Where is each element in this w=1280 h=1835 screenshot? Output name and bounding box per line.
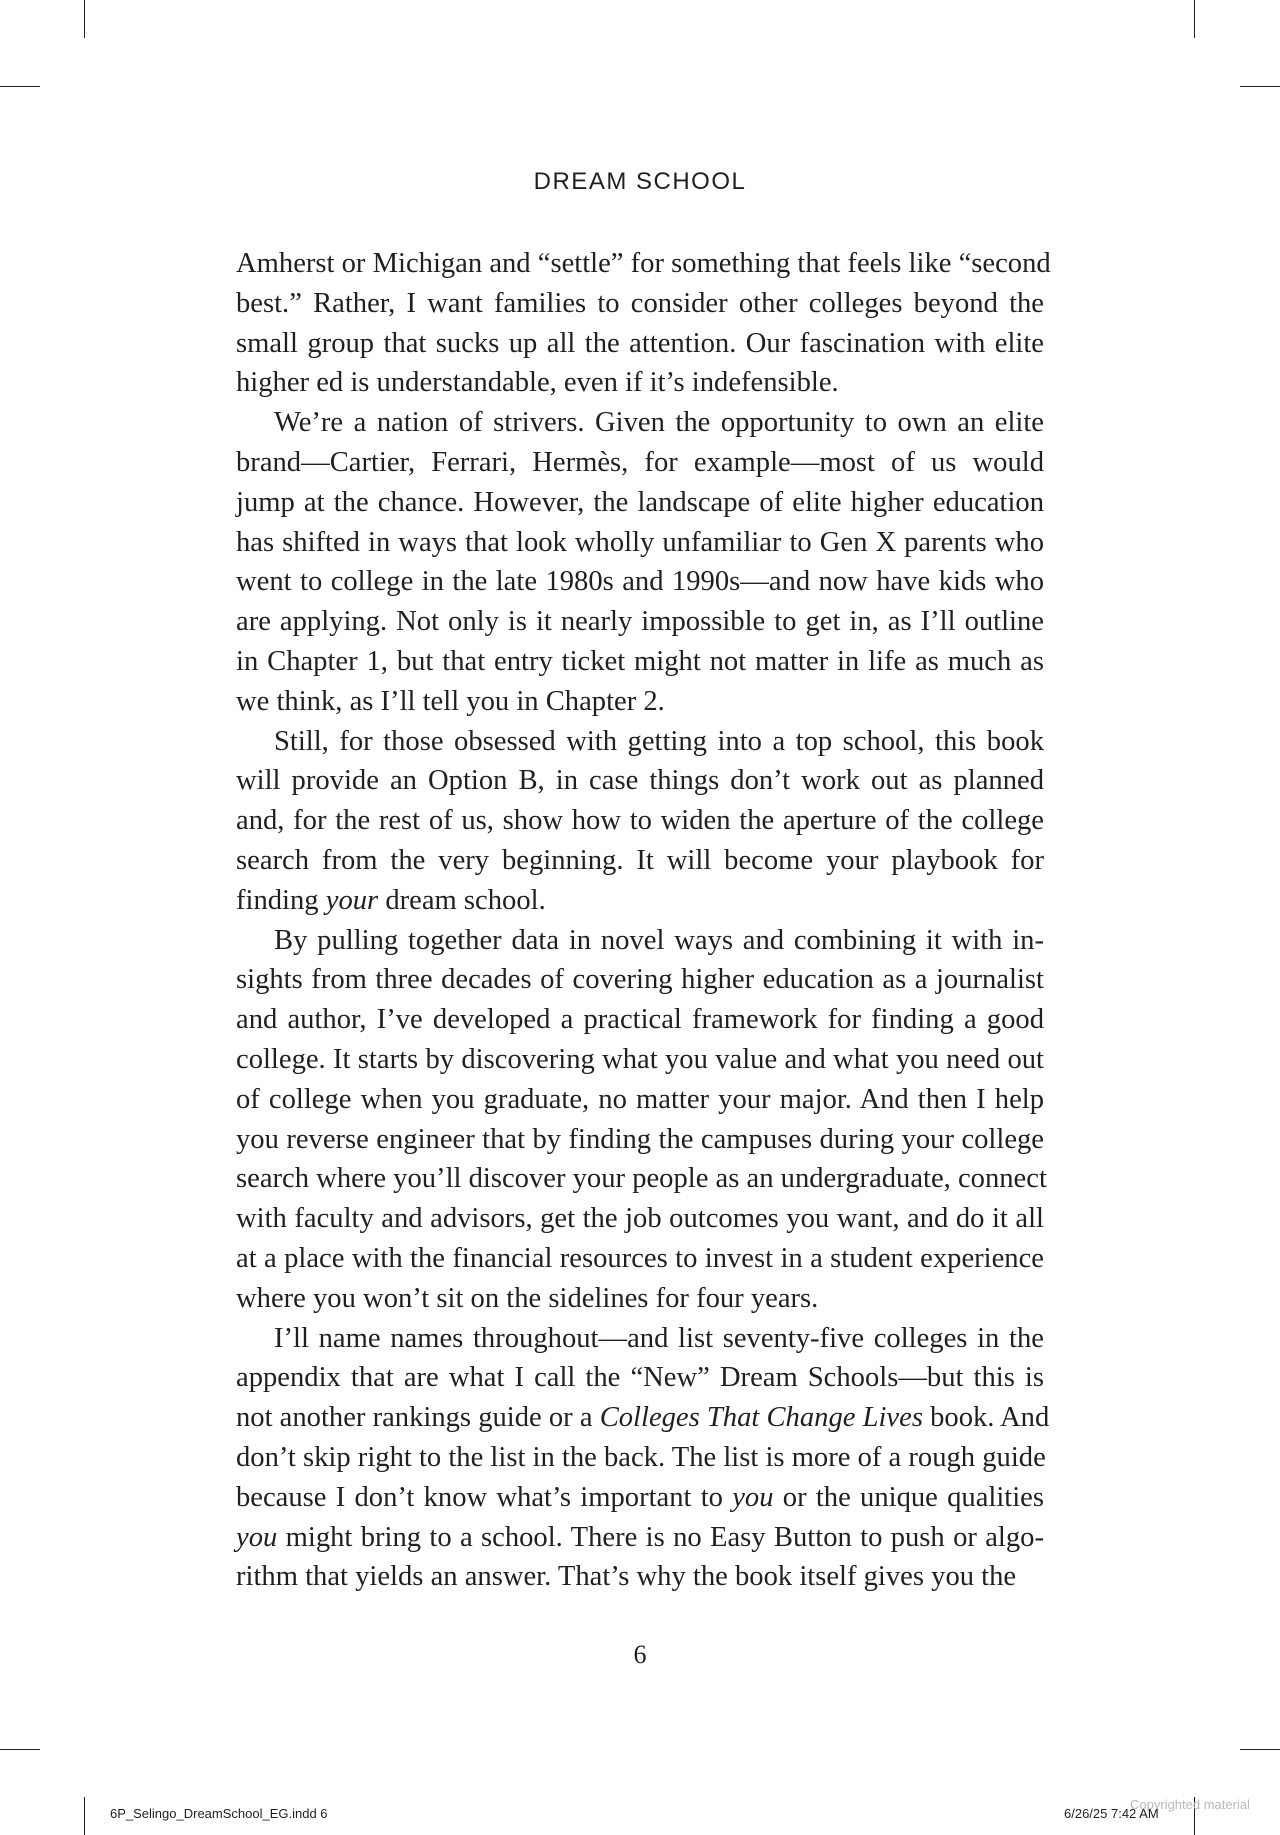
copyright-watermark: Copyrighted material (1130, 1797, 1250, 1812)
text-line: don’t skip right to the list in the back. The list is more of a rough guide (236, 1441, 1046, 1473)
text-line: college. It starts by discovering what you value and what you need out (236, 1043, 1044, 1075)
text-line: best.” Rather, I want families to consider other colleges beyond the (236, 287, 1044, 319)
crop-mark-bottom-left (84, 1797, 85, 1835)
text-line: are applying. Not only is it nearly impossible to get in, as I’ll outline (236, 606, 1044, 638)
text-line: jump at the chance. However, the landscape of elite higher education (236, 486, 1044, 518)
text-line: you might bring to a school. There is no Easy Button to push or algo- (236, 1521, 1044, 1553)
page-number: 6 (633, 1640, 647, 1669)
crop-mark-right-top (1240, 86, 1280, 87)
text-line: sights from three decades of covering higher education as a journalist (236, 964, 1044, 996)
text-line: Still, for those obsessed with getting into a top school, this book (274, 725, 1044, 757)
crop-mark-left-bottom (0, 1749, 40, 1750)
text-line: rithm that yields an answer. That’s why the book itself gives you the (236, 1561, 1017, 1593)
paragraph (236, 722, 1044, 921)
crop-mark-right-bottom (1240, 1749, 1280, 1750)
text-line: and author, I’ve developed a practical framework for finding a good (236, 1004, 1044, 1036)
crop-mark-left-top (0, 86, 40, 87)
paragraph (236, 244, 1051, 403)
text-line: search from the very beginning. It will become your playbook for (236, 844, 1044, 876)
text-line: at a place with the financial resources to invest in a student experience (236, 1242, 1044, 1274)
text-line: with faculty and advisors, get the job outcomes you want, and do it all (236, 1203, 1044, 1235)
paragraph (236, 403, 1044, 721)
text-line: in Chapter 1, but that entry ticket might not matter in life as much as (236, 645, 1044, 677)
text-line: and, for the rest of us, show how to widen the aperture of the college (236, 805, 1044, 837)
text-line: finding your dream school. (236, 884, 546, 916)
text-line: because I don’t know what’s important to you or the unique qualities (236, 1481, 1044, 1513)
text-line: By pulling together data in novel ways and combining it with in- (274, 924, 1044, 956)
text-line: has shifted in ways that look wholly unfamiliar to Gen X parents who (236, 526, 1044, 558)
text-line: went to college in the late 1980s and 1990s—and now have kids who (236, 566, 1044, 598)
text-line: we think, as I’ll tell you in Chapter 2. (236, 685, 665, 717)
text-line: appendix that are what I call the “New” Dream Schools—but this is (236, 1362, 1044, 1394)
text-line: I’ll name names throughout—and list seventy-five colleges in the (274, 1322, 1044, 1354)
text-line: We’re a nation of strivers. Given the opportunity to own an elite (274, 407, 1044, 439)
body-text (236, 244, 1051, 1597)
paragraph (236, 921, 1047, 1319)
text-line: Amherst or Michigan and “settle” for something that feels like “second (236, 248, 1051, 279)
print-slug-timestamp: 6/26/25 7:42 AM (1064, 1806, 1159, 1821)
text-line: will provide an Option B, in case things don’t work out as planned (236, 765, 1044, 797)
crop-mark-top-right (1194, 0, 1195, 38)
text-line: brand—Cartier, Ferrari, Hermès, for example—most of us would (236, 446, 1044, 478)
running-head: DREAM SCHOOL (533, 168, 747, 195)
text-line: where you won’t sit on the sidelines for four years. (236, 1282, 819, 1314)
text-line: small group that sucks up all the attention. Our fascination with elite (236, 327, 1044, 359)
text-line: of college when you graduate, no matter your major. And then I help (236, 1083, 1044, 1115)
text-line: you reverse engineer that by finding the campuses during your college (236, 1123, 1044, 1155)
text-line: higher ed is understandable, even if it’s indefensible. (236, 367, 839, 399)
print-slug-filename: 6P_Selingo_DreamSchool_EG.indd 6 (110, 1806, 328, 1821)
text-line: search where you’ll discover your people as an undergraduate, connect (236, 1163, 1047, 1195)
crop-mark-top-left (84, 0, 85, 38)
paragraph (236, 1319, 1050, 1598)
text-line: not another rankings guide or a Colleges That Change Lives book. And (236, 1402, 1050, 1434)
